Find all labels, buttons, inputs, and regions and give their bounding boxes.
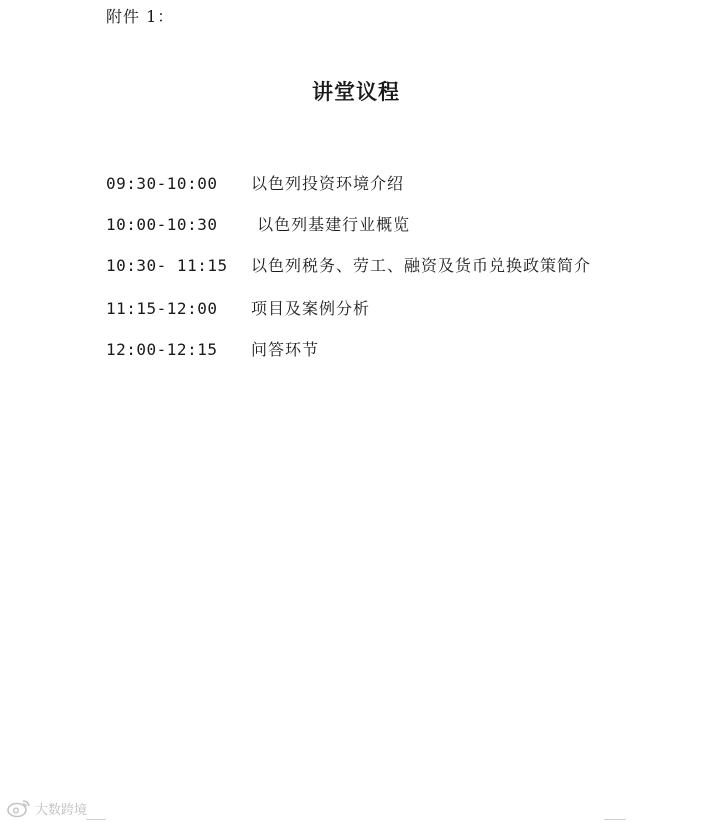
agenda-item: [106, 297, 626, 321]
agenda-item: [106, 254, 626, 278]
watermark-text: 大数跨境: [35, 802, 88, 818]
agenda-topic: 以色列基建行业概览: [251, 215, 411, 234]
attachment-label: 附件 1：: [106, 7, 175, 26]
weibo-logo-icon: [6, 798, 32, 818]
agenda-topic: 以色列税务、劳工、融资及货币兑换政策简介: [251, 256, 592, 275]
agenda-item: [106, 213, 626, 237]
agenda-topic: 问答环节: [251, 340, 320, 359]
agenda-time: 10:00-10:30: [106, 215, 218, 234]
agenda-time: 10:30- 11:15: [106, 256, 228, 275]
watermark: [6, 798, 87, 818]
agenda-topic: 项目及案例分析: [251, 299, 371, 318]
agenda-topic: 以色列投资环境介绍: [251, 174, 405, 193]
page-corner-rule-left: [86, 819, 106, 820]
agenda-item: [106, 172, 626, 196]
page-corner-rule-right: [604, 819, 626, 820]
agenda-list: [106, 172, 626, 379]
agenda-item: [106, 338, 626, 362]
page-title: 讲堂议程: [312, 80, 400, 104]
agenda-time: 12:00-12:15: [106, 340, 218, 359]
agenda-time: 09:30-10:00: [106, 174, 218, 193]
agenda-time: 11:15-12:00: [106, 299, 218, 318]
